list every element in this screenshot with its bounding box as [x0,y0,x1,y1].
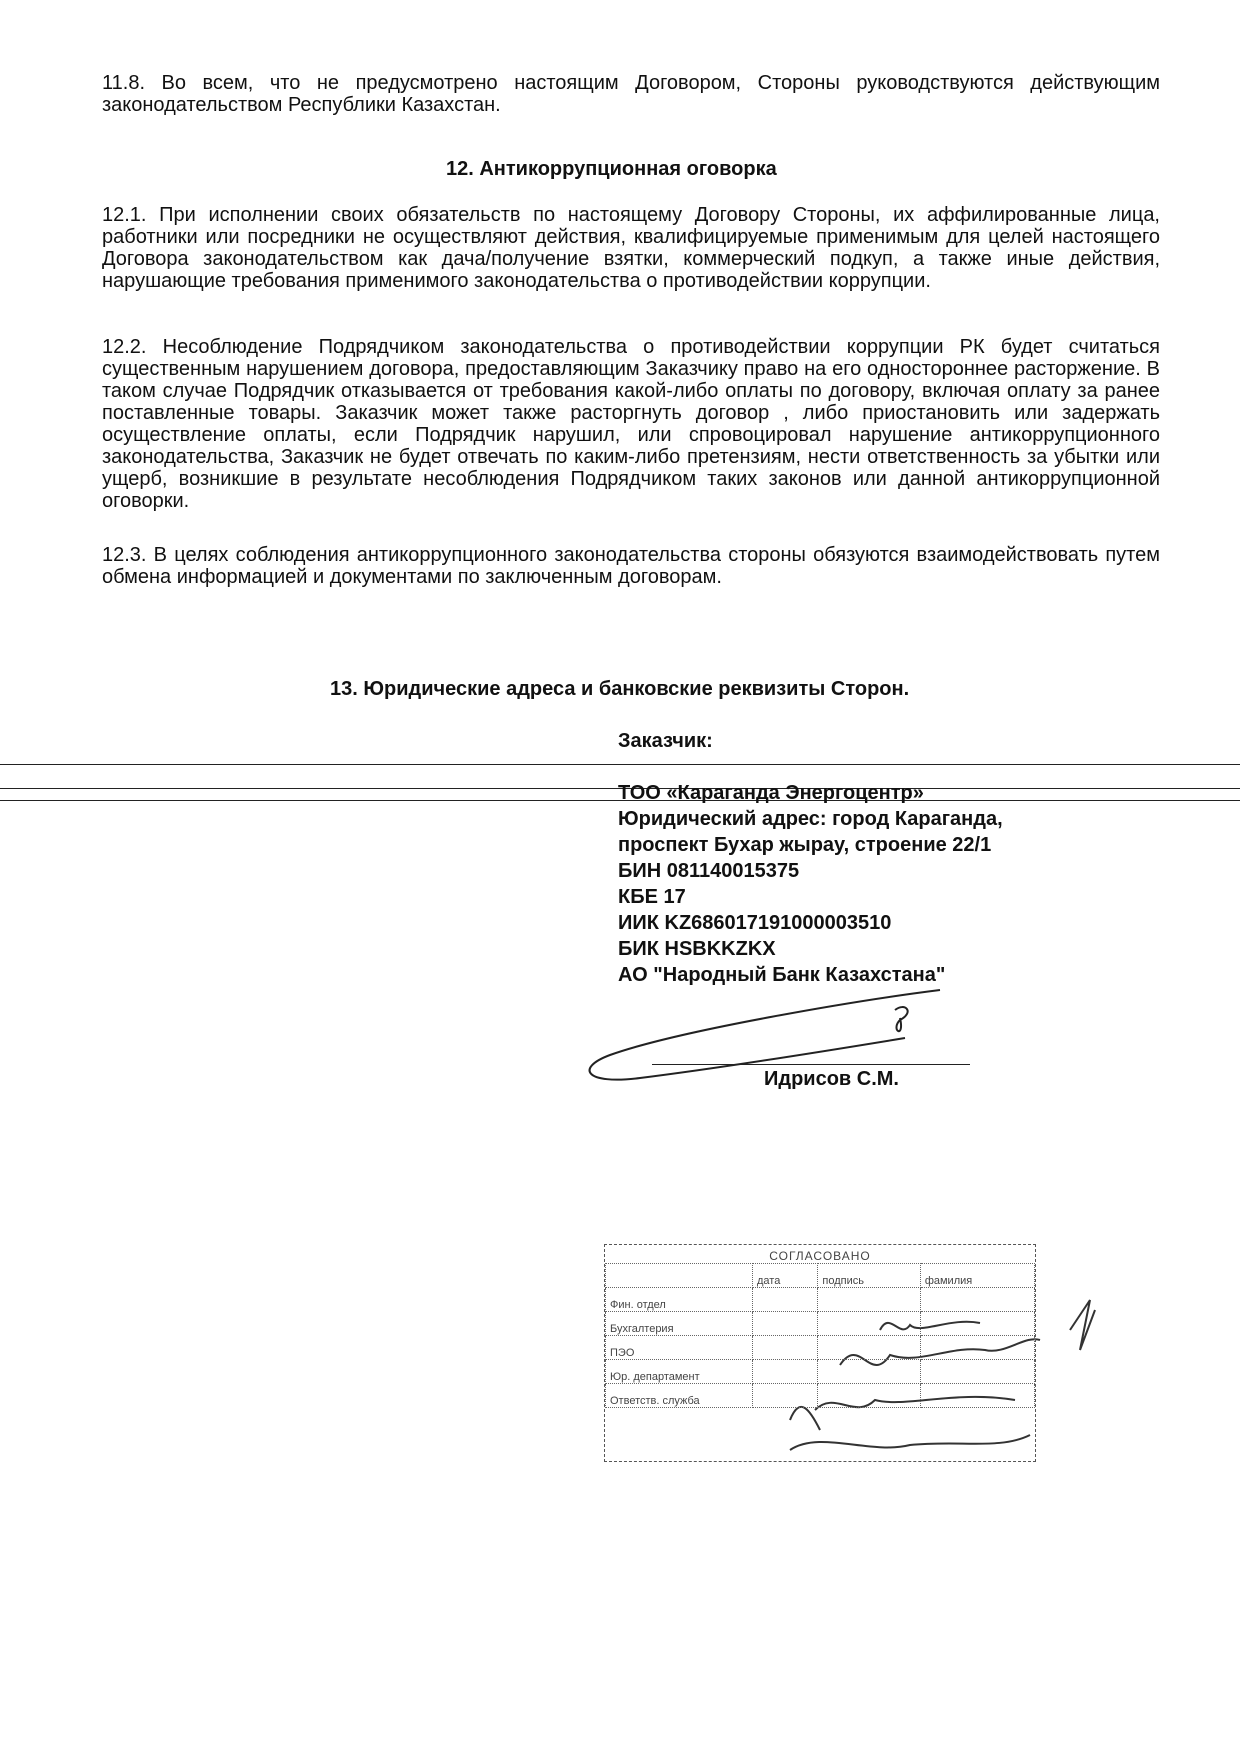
stamp-header-empty [606,1264,753,1288]
signature-line [652,1064,970,1065]
stamp-column-surname: фамилия [920,1264,1034,1288]
customer-bik: БИК HSBKKZKX [618,938,776,960]
section-13-title: 13. Юридические адреса и банковские реквизиты Сторон. [330,678,910,700]
stamp-column-date: дата [753,1264,818,1288]
stamp-table [605,1263,1035,1408]
stamp-row [606,1336,1035,1360]
customer-iik: ИИК KZ686017191000003510 [618,912,892,934]
stamp-row [606,1288,1035,1312]
customer-bank: АО "Народный Банк Казахстана" [618,964,946,986]
stamp-row-label: ПЭО [606,1336,753,1360]
clause-12-3: 12.3. В целях соблюдения антикоррупционного законодательства стороны обязуются взаимодействовать путем обмена информацией и документами по заключенным договорам. [102,544,1160,588]
clause-11-8: 11.8. Во всем, что не предусмотрено настоящим Договором, Стороны руководствуются действующим законодательством Республики Казахстан. [102,72,1160,116]
customer-kbe: КБЕ 17 [618,886,686,908]
stamp-row-label: Юр. департамент [606,1360,753,1384]
stamp-column-signature: подпись [818,1264,920,1288]
clause-12-1: 12.1. При исполнении своих обязательств по настоящему Договору Стороны, их аффилированные лица, работники или посредники не осуществляют действия, квалифицируемые применимым для целей настоящего Договора законодательством как дача/получение взятки, коммерческий подкуп, а также иные действия, нарушающие требования применимого законодательства о противодействии коррупции. [102,204,1160,292]
stamp-title: СОГЛАСОВАНО [769,1249,871,1263]
stamp-row-label: Бухгалтерия [606,1312,753,1336]
customer-requisites [618,780,1138,988]
customer-name: ТОО «Караганда Энергоцентр» [618,782,924,804]
stamp-row-label: Ответств. служба [606,1384,753,1408]
stamp-row [606,1384,1035,1408]
stamp-row [606,1312,1035,1336]
stamp-row-label: Фин. отдел [606,1288,753,1312]
signer-name: Идрисов С.М. [764,1068,899,1090]
stamp-row [606,1360,1035,1384]
customer-label: Заказчик: [618,730,713,752]
customer-address-line1: Юридический адрес: город Караганда, [618,808,1003,830]
clause-12-2: 12.2. Несоблюдение Подрядчиком законодательства о противодействии коррупции РК будет считаться существенным нарушением договора, предоставляющим Заказчику право на его одностороннее расторжение. В таком случае Подрядчик отказывается от требования какой-либо оплаты по договору, включая оплату за ранее поставленные товары. Заказчик может также расторгнуть договор , либо приостановить или задержать осуществление оплаты, если Подрядчик нарушил, или спровоцировал нарушение антикоррупционного законодательства, Заказчик не будет отвечать по каким-либо претензиям, нести ответственность за убытки или ущерб, возникшие в результате несоблюдения Подрядчиком таких законов или данной антикоррупционной оговорки. [102,336,1160,512]
stamp-header-row [606,1264,1035,1288]
scan-line-top [0,764,1240,765]
approval-stamp [604,1244,1036,1462]
section-12-title: 12. Антикоррупционная оговорка [446,158,777,180]
customer-address-line2: проспект Бухар жырау, строение 22/1 [618,834,992,856]
customer-bin: БИН 081140015375 [618,860,800,882]
customer-signature [590,990,940,1080]
